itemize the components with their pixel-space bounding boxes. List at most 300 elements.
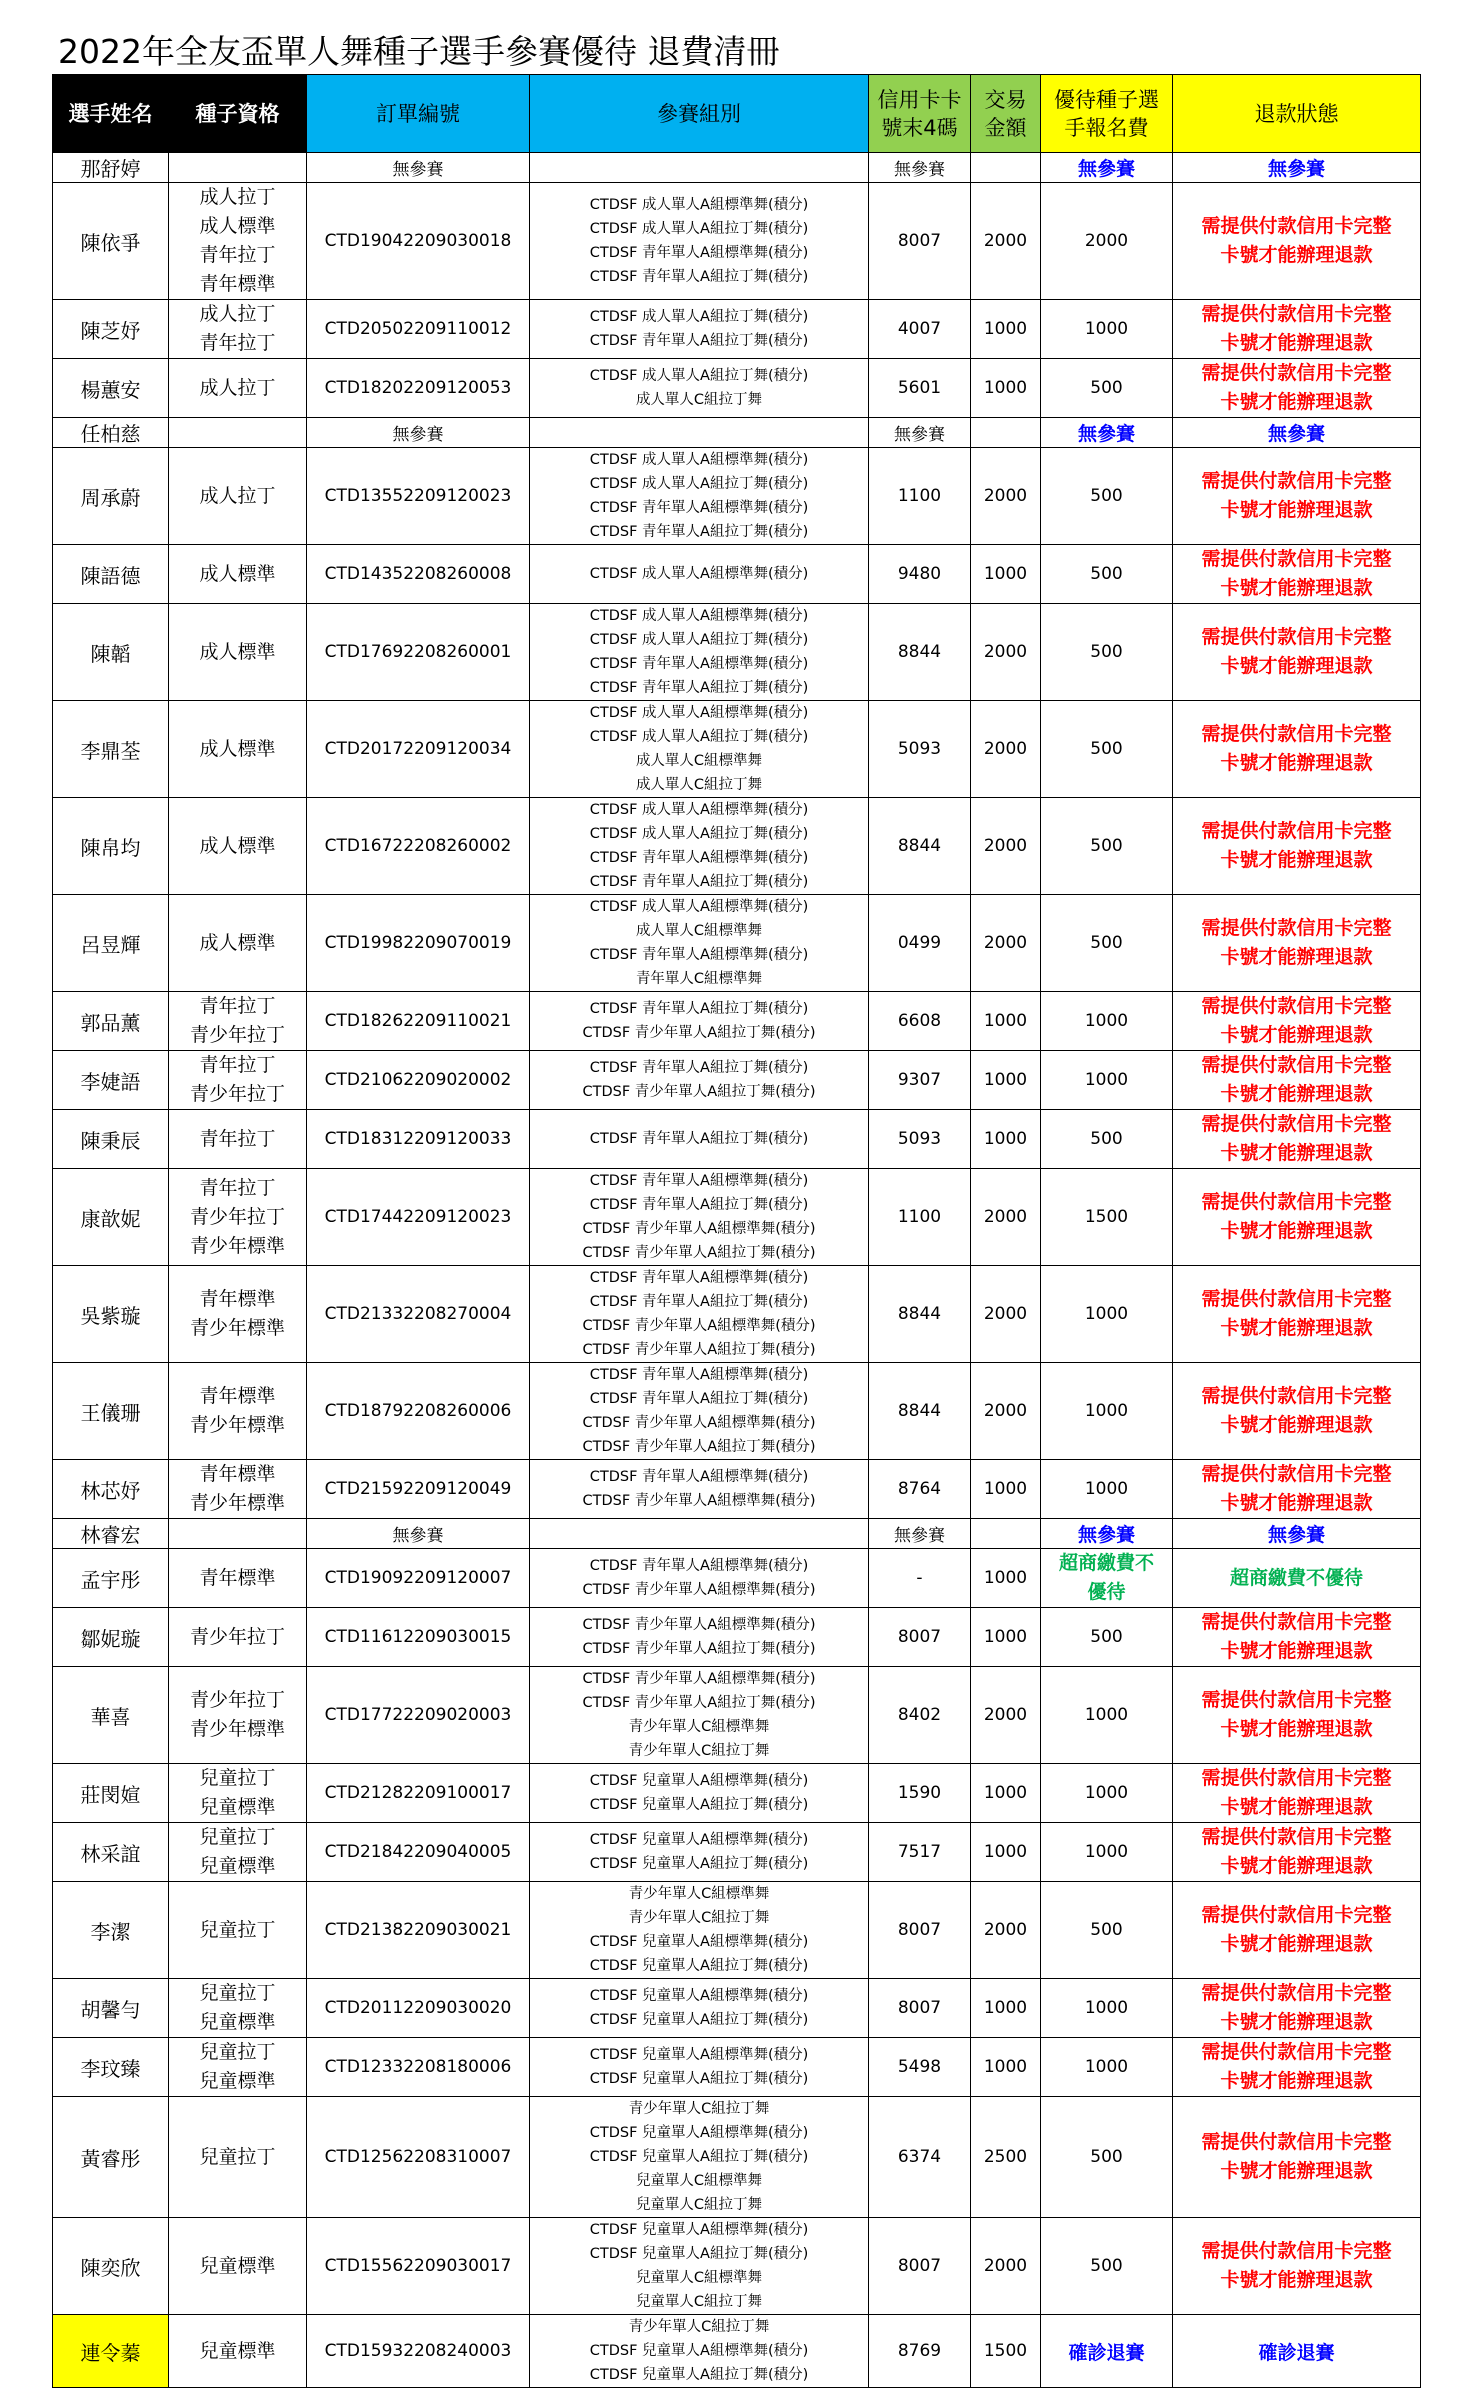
seed-qualification-line: 青少年拉丁 <box>189 1083 285 1105</box>
order-number: CTD19092209120007 <box>307 1549 530 1608</box>
refund-status-line: 需提供付款信用卡完整 <box>1201 917 1392 939</box>
seed-fee <box>1041 1667 1173 1764</box>
transaction-amount: 1000 <box>971 1460 1041 1519</box>
refund-status: 無參賽 <box>1173 153 1421 183</box>
refund-status-line: 需提供付款信用卡完整 <box>1201 2041 1392 2063</box>
seed-fee-line: 500 <box>1090 739 1123 759</box>
refund-status-line: 需提供付款信用卡完整 <box>1201 2131 1392 2153</box>
seed-qualification-line: 成人拉丁 <box>199 186 276 208</box>
competition-group-line: CTDSF 青年單人A組標準舞(積分) <box>589 500 809 516</box>
seed-qualification <box>169 359 307 418</box>
column-header <box>169 75 307 153</box>
competition-group-line: CTDSF 青年單人A組拉丁舞(積分) <box>589 269 809 285</box>
athlete-name: 郭品薰 <box>53 992 169 1051</box>
seed-fee-line: 500 <box>1090 836 1123 856</box>
card-last4: 5601 <box>869 359 971 418</box>
transaction-amount: 1000 <box>971 1549 1041 1608</box>
seed-qualification-line: 青年標準 <box>199 1385 276 1407</box>
athlete-name: 周承蔚 <box>53 448 169 545</box>
seed-qualification <box>169 1110 307 1169</box>
seed-fee-line: 1500 <box>1084 1207 1129 1227</box>
competition-groups <box>530 1549 869 1608</box>
competition-group-line: CTDSF 兒童單人A組拉丁舞(積分) <box>589 2246 809 2262</box>
athlete-name: 鄒妮璇 <box>53 1608 169 1667</box>
competition-group-line: CTDSF 青少年單人A組拉丁舞(積分) <box>582 1084 816 1100</box>
refund-status <box>1173 1460 1421 1519</box>
competition-group-line: CTDSF 成人單人A組標準舞(積分) <box>589 705 809 721</box>
table-row <box>53 153 1421 183</box>
card-last4: 5498 <box>869 2038 971 2097</box>
transaction-amount: 2000 <box>971 448 1041 545</box>
order-number: CTD11612209030015 <box>307 1608 530 1667</box>
competition-group-line: CTDSF 青年單人A組拉丁舞(積分) <box>589 1060 809 1076</box>
seed-qualification-line: 成人標準 <box>199 640 276 663</box>
competition-group-line: CTDSF 兒童單人A組標準舞(積分) <box>589 2047 809 2063</box>
seed-qualification-line: 兒童拉丁 <box>199 1982 276 2004</box>
seed-qualification <box>169 1667 307 1764</box>
competition-group-line: 兒童單人C組拉丁舞 <box>635 2294 763 2310</box>
refund-status <box>1173 2097 1421 2218</box>
refund-status-line: 需提供付款信用卡完整 <box>1201 1191 1392 1213</box>
refund-status-line: 需提供付款信用卡完整 <box>1201 1767 1392 1789</box>
refund-status-line: 需提供付款信用卡完整 <box>1201 626 1392 648</box>
transaction-amount: 1500 <box>971 2315 1041 2388</box>
competition-groups <box>530 1823 869 1882</box>
order-number: CTD21842209040005 <box>307 1823 530 1882</box>
seed-qualification-line: 兒童拉丁 <box>199 1826 276 1848</box>
order-number: CTD14352208260008 <box>307 545 530 604</box>
transaction-amount: 2000 <box>971 1667 1041 1764</box>
competition-groups <box>530 153 869 183</box>
seed-qualification <box>169 701 307 798</box>
seed-qualification-line: 青年拉丁 <box>199 995 276 1017</box>
seed-qualification <box>169 1882 307 1979</box>
seed-fee-line: 1000 <box>1084 1011 1129 1031</box>
transaction-amount: 2000 <box>971 1266 1041 1363</box>
card-last4: 8844 <box>869 798 971 895</box>
seed-qualification-line: 兒童標準 <box>199 2070 276 2092</box>
seed-fee-line: 500 <box>1090 486 1123 506</box>
order-number: CTD12562208310007 <box>307 2097 530 2218</box>
competition-groups <box>530 1979 869 2038</box>
seed-qualification <box>169 1169 307 1266</box>
seed-fee <box>1041 1882 1173 1979</box>
card-last4: 8402 <box>869 1667 971 1764</box>
competition-group-line: CTDSF 兒童單人A組拉丁舞(積分) <box>589 1856 809 1872</box>
athlete-name: 陳帛均 <box>53 798 169 895</box>
seed-qualification <box>169 992 307 1051</box>
athlete-name: 陳依爭 <box>53 183 169 300</box>
card-last4: 1100 <box>869 1169 971 1266</box>
seed-fee <box>1041 1266 1173 1363</box>
refund-status <box>1173 1051 1421 1110</box>
seed-fee <box>1041 992 1173 1051</box>
table-row <box>53 1460 1421 1519</box>
seed-fee <box>1041 1460 1173 1519</box>
competition-group-line: 成人單人C組標準舞 <box>635 923 763 939</box>
competition-group-line: CTDSF 成人單人A組標準舞(積分) <box>589 608 809 624</box>
order-number: 無參賽 <box>307 153 530 183</box>
table-row <box>53 1266 1421 1363</box>
refund-status <box>1173 1882 1421 1979</box>
order-number: CTD21062209020002 <box>307 1051 530 1110</box>
competition-groups <box>530 1882 869 1979</box>
refund-status <box>1173 359 1421 418</box>
seed-qualification <box>169 183 307 300</box>
competition-group-line: CTDSF 青年單人A組拉丁舞(積分) <box>589 524 809 540</box>
transaction-amount <box>971 418 1041 448</box>
athlete-name: 陳韜 <box>53 604 169 701</box>
seed-qualification <box>169 895 307 992</box>
refund-status-line: 需提供付款信用卡完整 <box>1201 1113 1392 1135</box>
refund-status-line: 卡號才能辦理退款 <box>1220 2070 1373 2092</box>
athlete-name: 林采誼 <box>53 1823 169 1882</box>
seed-fee-line: 優待 <box>1087 1581 1126 1603</box>
column-header <box>971 75 1041 153</box>
competition-group-line: CTDSF 成人單人A組標準舞(積分) <box>589 802 809 818</box>
competition-group-line: CTDSF 青年單人A組標準舞(積分) <box>589 1270 809 1286</box>
seed-qualification-line: 成人標準 <box>199 737 276 760</box>
seed-qualification <box>169 1549 307 1608</box>
competition-group-line: CTDSF 青年單人A組拉丁舞(積分) <box>589 680 809 696</box>
competition-group-line: CTDSF 青少年單人A組拉丁舞(積分) <box>582 1342 816 1358</box>
competition-group-line: CTDSF 兒童單人A組拉丁舞(積分) <box>589 2367 809 2383</box>
seed-qualification-line: 兒童拉丁 <box>199 1918 276 1941</box>
refund-status-line: 卡號才能辦理退款 <box>1220 2160 1373 2182</box>
seed-fee <box>1041 2218 1173 2315</box>
athlete-name: 莊閔媗 <box>53 1764 169 1823</box>
competition-group-line: 青少年單人C組標準舞 <box>628 1886 770 1902</box>
competition-group-line: CTDSF 成人單人A組拉丁舞(積分) <box>589 826 809 842</box>
competition-group-line: CTDSF 青年單人A組拉丁舞(積分) <box>589 1294 809 1310</box>
competition-group-line: CTDSF 成人單人A組拉丁舞(積分) <box>589 309 809 325</box>
refund-status <box>1173 604 1421 701</box>
card-last4: 8844 <box>869 604 971 701</box>
order-number: CTD20112209030020 <box>307 1979 530 2038</box>
seed-qualification <box>169 604 307 701</box>
competition-groups <box>530 1110 869 1169</box>
seed-qualification <box>169 1764 307 1823</box>
card-last4: 無參賽 <box>869 418 971 448</box>
column-header <box>1173 75 1421 153</box>
competition-groups <box>530 300 869 359</box>
transaction-amount: 1000 <box>971 992 1041 1051</box>
table-row <box>53 1549 1421 1608</box>
refund-status-line: 卡號才能辦理退款 <box>1220 2011 1373 2033</box>
column-header-line: 交易 <box>984 87 1027 112</box>
column-header-line: 金額 <box>984 115 1027 140</box>
refund-status <box>1173 1266 1421 1363</box>
refund-status <box>1173 1110 1421 1169</box>
refund-status-line: 需提供付款信用卡完整 <box>1201 995 1392 1017</box>
order-number: CTD20502209110012 <box>307 300 530 359</box>
competition-group-line: CTDSF 青少年單人A組標準舞(積分) <box>582 1582 816 1598</box>
competition-groups <box>530 2218 869 2315</box>
order-number: CTD18262209110021 <box>307 992 530 1051</box>
competition-group-line: CTDSF 青少年單人A組拉丁舞(積分) <box>582 1245 816 1261</box>
refund-status <box>1173 2218 1421 2315</box>
competition-group-line: CTDSF 成人單人A組拉丁舞(積分) <box>589 632 809 648</box>
seed-fee-line: 1000 <box>1084 1401 1129 1421</box>
competition-groups <box>530 1051 869 1110</box>
refund-status <box>1173 2038 1421 2097</box>
refund-status <box>1173 545 1421 604</box>
table-row <box>53 1764 1421 1823</box>
seed-qualification-line: 青少年標準 <box>189 1718 285 1740</box>
card-last4: - <box>869 1549 971 1608</box>
refund-status-line: 卡號才能辦理退款 <box>1220 577 1373 599</box>
column-header-line: 訂單編號 <box>376 101 460 126</box>
athlete-name: 吳紫璇 <box>53 1266 169 1363</box>
refund-status <box>1173 1764 1421 1823</box>
refund-status <box>1173 1823 1421 1882</box>
refund-status-line: 卡號才能辦理退款 <box>1220 1142 1373 1164</box>
seed-fee <box>1041 604 1173 701</box>
order-number: CTD12332208180006 <box>307 2038 530 2097</box>
refund-status-line: 卡號才能辦理退款 <box>1220 1718 1373 1740</box>
seed-qualification-line: 青年拉丁 <box>199 1054 276 1076</box>
refund-status-line: 超商繳費不優待 <box>1229 1566 1363 1589</box>
competition-group-line: CTDSF 青年單人A組標準舞(積分) <box>589 850 809 866</box>
column-header <box>530 75 869 153</box>
athlete-name: 李玟臻 <box>53 2038 169 2097</box>
refund-status-line: 需提供付款信用卡完整 <box>1201 548 1392 570</box>
athlete-name: 李鼎荃 <box>53 701 169 798</box>
refund-status <box>1173 300 1421 359</box>
competition-groups <box>530 418 869 448</box>
athlete-name: 康歆妮 <box>53 1169 169 1266</box>
transaction-amount: 1000 <box>971 1110 1041 1169</box>
seed-qualification <box>169 448 307 545</box>
refund-status-line: 需提供付款信用卡完整 <box>1201 1982 1392 2004</box>
card-last4: 5093 <box>869 1110 971 1169</box>
seed-qualification-line: 青少年標準 <box>189 1317 285 1339</box>
refund-status-line: 卡號才能辦理退款 <box>1220 244 1373 266</box>
order-number: CTD21592209120049 <box>307 1460 530 1519</box>
competition-groups <box>530 604 869 701</box>
table-row <box>53 992 1421 1051</box>
column-header <box>53 75 169 153</box>
transaction-amount: 2000 <box>971 1882 1041 1979</box>
competition-groups <box>530 1363 869 1460</box>
competition-group-line: CTDSF 青年單人A組拉丁舞(積分) <box>589 1197 809 1213</box>
refund-status <box>1173 448 1421 545</box>
athlete-name: 連令蓁 <box>53 2315 169 2388</box>
seed-fee <box>1041 701 1173 798</box>
competition-groups <box>530 2038 869 2097</box>
seed-fee-line: 1000 <box>1084 1783 1129 1803</box>
seed-qualification-line: 兒童標準 <box>199 2254 276 2277</box>
transaction-amount: 1000 <box>971 545 1041 604</box>
seed-qualification-line: 青年拉丁 <box>199 332 276 354</box>
refund-status <box>1173 895 1421 992</box>
seed-fee-line: 500 <box>1090 564 1123 584</box>
athlete-name: 陳芝妤 <box>53 300 169 359</box>
competition-group-line: CTDSF 青年單人A組拉丁舞(積分) <box>589 1391 809 1407</box>
order-number: CTD18202209120053 <box>307 359 530 418</box>
refund-status <box>1173 2315 1421 2388</box>
refund-status-line: 需提供付款信用卡完整 <box>1201 1904 1392 1926</box>
card-last4: 0499 <box>869 895 971 992</box>
competition-groups <box>530 183 869 300</box>
order-number: CTD19042209030018 <box>307 183 530 300</box>
athlete-name: 呂昱輝 <box>53 895 169 992</box>
competition-group-line: 青少年單人C組拉丁舞 <box>628 1743 770 1759</box>
seed-fee-line: 500 <box>1090 2256 1123 2276</box>
table-row <box>53 1169 1421 1266</box>
athlete-name: 陳語德 <box>53 545 169 604</box>
seed-qualification-line: 青少年標準 <box>189 1414 285 1436</box>
seed-qualification <box>169 1051 307 1110</box>
refund-status-line: 卡號才能辦理退款 <box>1220 391 1373 413</box>
competition-group-line: CTDSF 青年單人A組標準舞(積分) <box>589 947 809 963</box>
order-number: CTD17442209120023 <box>307 1169 530 1266</box>
athlete-name: 任柏慈 <box>53 418 169 448</box>
competition-group-line: 兒童單人C組標準舞 <box>635 2173 763 2189</box>
card-last4: 8007 <box>869 183 971 300</box>
competition-group-line: 成人單人C組標準舞 <box>635 753 763 769</box>
refund-status-line: 卡號才能辦理退款 <box>1220 1492 1373 1514</box>
seed-qualification-line: 成人拉丁 <box>199 484 276 507</box>
refund-status-line: 需提供付款信用卡完整 <box>1201 1288 1392 1310</box>
refund-status-line: 卡號才能辦理退款 <box>1220 1317 1373 1339</box>
competition-group-line: 兒童單人C組標準舞 <box>635 2270 763 2286</box>
card-last4: 8007 <box>869 1882 971 1979</box>
seed-fee <box>1041 1169 1173 1266</box>
order-number: CTD18312209120033 <box>307 1110 530 1169</box>
athlete-name: 胡馨勻 <box>53 1979 169 2038</box>
competition-group-line: CTDSF 兒童單人A組拉丁舞(積分) <box>589 2012 809 2028</box>
competition-group-line: CTDSF 青年單人A組拉丁舞(積分) <box>589 333 809 349</box>
athlete-name: 陳奕欣 <box>53 2218 169 2315</box>
order-number: CTD17722209020003 <box>307 1667 530 1764</box>
athlete-name: 林芯妤 <box>53 1460 169 1519</box>
seed-qualification-line: 成人拉丁 <box>199 376 276 399</box>
seed-fee <box>1041 1363 1173 1460</box>
athlete-name: 孟宇彤 <box>53 1549 169 1608</box>
seed-qualification-line: 青少年標準 <box>189 1234 285 1257</box>
competition-group-line: CTDSF 兒童單人A組標準舞(積分) <box>589 1773 809 1789</box>
transaction-amount: 2000 <box>971 1363 1041 1460</box>
table-row <box>53 1882 1421 1979</box>
competition-group-line: CTDSF 青年單人A組拉丁舞(積分) <box>589 874 809 890</box>
competition-group-line: CTDSF 成人單人A組拉丁舞(積分) <box>589 221 809 237</box>
refund-status-line: 卡號才能辦理退款 <box>1220 946 1373 968</box>
transaction-amount: 1000 <box>971 1608 1041 1667</box>
athlete-name: 王儀珊 <box>53 1363 169 1460</box>
refund-status-line: 卡號才能辦理退款 <box>1220 1855 1373 1877</box>
refund-status-line: 需提供付款信用卡完整 <box>1201 1463 1392 1485</box>
competition-group-line: CTDSF 兒童單人A組標準舞(積分) <box>589 1988 809 2004</box>
competition-group-line: CTDSF 青年單人A組拉丁舞(積分) <box>589 1001 809 1017</box>
order-number: CTD21282209100017 <box>307 1764 530 1823</box>
competition-group-line: CTDSF 兒童單人A組標準舞(積分) <box>589 2222 809 2238</box>
competition-group-line: CTDSF 兒童單人A組標準舞(積分) <box>589 1832 809 1848</box>
table-row <box>53 1823 1421 1882</box>
seed-qualification-line: 兒童標準 <box>199 1855 276 1877</box>
seed-qualification-line: 青年標準 <box>199 1288 276 1310</box>
column-header-line: 選手姓名 <box>68 101 153 126</box>
seed-fee <box>1041 2097 1173 2218</box>
table-row <box>53 1110 1421 1169</box>
competition-group-line: CTDSF 兒童單人A組標準舞(積分) <box>589 2343 809 2359</box>
seed-fee-line: 超商繳費不 <box>1058 1552 1154 1574</box>
competition-group-line: 青少年單人C組拉丁舞 <box>628 2319 770 2335</box>
seed-qualification-line: 兒童標準 <box>199 2011 276 2033</box>
competition-group-line: CTDSF 成人單人A組拉丁舞(積分) <box>589 476 809 492</box>
refund-status-line: 卡號才能辦理退款 <box>1220 1024 1373 1046</box>
order-number: CTD15932208240003 <box>307 2315 530 2388</box>
card-last4: 7517 <box>869 1823 971 1882</box>
card-last4: 無參賽 <box>869 153 971 183</box>
competition-group-line: CTDSF 青少年單人A組拉丁舞(積分) <box>582 1695 816 1711</box>
table-row <box>53 1667 1421 1764</box>
refund-status-line: 需提供付款信用卡完整 <box>1201 1385 1392 1407</box>
seed-qualification-line: 成人標準 <box>199 834 276 857</box>
transaction-amount: 2500 <box>971 2097 1041 2218</box>
order-number: CTD20172209120034 <box>307 701 530 798</box>
seed-fee <box>1041 1823 1173 1882</box>
seed-qualification <box>169 545 307 604</box>
seed-qualification-line: 青少年拉丁 <box>189 1205 285 1228</box>
column-header-line: 退款狀態 <box>1254 101 1339 126</box>
competition-group-line: CTDSF 青少年單人A組標準舞(積分) <box>582 1617 816 1633</box>
seed-fee <box>1041 359 1173 418</box>
seed-qualification <box>169 418 307 448</box>
order-number: CTD19982209070019 <box>307 895 530 992</box>
column-header-line: 優待種子選 <box>1054 87 1159 112</box>
seed-qualification-line: 青年拉丁 <box>199 244 276 266</box>
competition-groups <box>530 1169 869 1266</box>
column-header-line: 信用卡卡 <box>877 87 962 112</box>
refund-status-line: 需提供付款信用卡完整 <box>1201 470 1392 492</box>
transaction-amount: 2000 <box>971 798 1041 895</box>
seed-fee-line: 1000 <box>1084 2057 1129 2077</box>
seed-fee <box>1041 1608 1173 1667</box>
seed-fee-line: 2000 <box>1084 231 1129 251</box>
card-last4: 9480 <box>869 545 971 604</box>
transaction-amount: 2000 <box>971 604 1041 701</box>
transaction-amount: 1000 <box>971 1051 1041 1110</box>
refund-status-line: 卡號才能辦理退款 <box>1220 1933 1373 1955</box>
refund-status-line: 需提供付款信用卡完整 <box>1201 820 1392 842</box>
competition-groups <box>530 992 869 1051</box>
seed-qualification <box>169 153 307 183</box>
transaction-amount: 1000 <box>971 1764 1041 1823</box>
refund-status-line: 確診退賽 <box>1258 2341 1335 2364</box>
competition-groups <box>530 1519 869 1549</box>
athlete-name: 那舒婷 <box>53 153 169 183</box>
competition-group-line: CTDSF 青少年單人A組標準舞(積分) <box>582 1671 816 1687</box>
competition-group-line: CTDSF 青少年單人A組標準舞(積分) <box>582 1221 816 1237</box>
competition-group-line: CTDSF 青年單人A組標準舞(積分) <box>589 1173 809 1189</box>
competition-group-line: CTDSF 成人單人A組標準舞(積分) <box>589 197 809 213</box>
competition-group-line: CTDSF 兒童單人A組標準舞(積分) <box>589 2125 809 2141</box>
seed-fee-line: 500 <box>1090 378 1123 398</box>
competition-group-line: CTDSF 青年單人A組標準舞(積分) <box>589 1469 809 1485</box>
competition-group-line: CTDSF 成人單人A組標準舞(積分) <box>589 899 809 915</box>
competition-group-line: CTDSF 兒童單人A組拉丁舞(積分) <box>589 1958 809 1974</box>
competition-group-line: CTDSF 青少年單人A組拉丁舞(積分) <box>582 1439 816 1455</box>
seed-qualification <box>169 1460 307 1519</box>
table-row <box>53 2097 1421 2218</box>
order-number: CTD21382209030021 <box>307 1882 530 1979</box>
competition-group-line: CTDSF 青年單人A組標準舞(積分) <box>589 656 809 672</box>
athlete-name: 李婕語 <box>53 1051 169 1110</box>
seed-fee-line: 1000 <box>1084 1705 1129 1725</box>
card-last4: 8764 <box>869 1460 971 1519</box>
card-last4: 無參賽 <box>869 1519 971 1549</box>
